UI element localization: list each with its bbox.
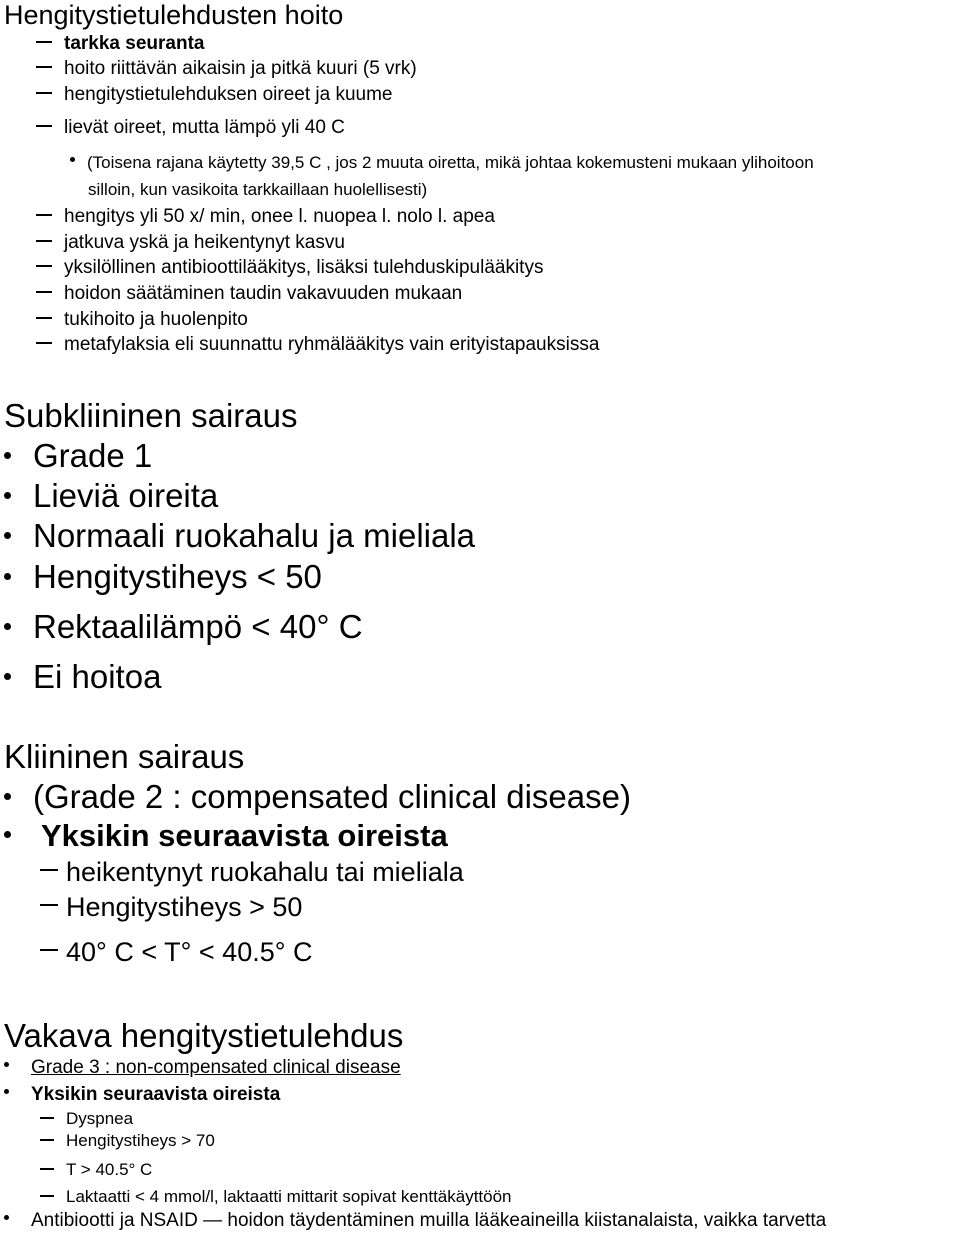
list-item: Hengitystiheys < 50 [4,558,322,596]
dash-icon [36,92,52,94]
dash-icon [40,949,58,951]
sub-item: T > 40.5° C [40,1160,152,1180]
dash-icon [36,342,52,344]
list-item: hoito riittävän aikaisin ja pitkä kuuri (5 vrk) [36,58,417,80]
list-item: hoidon säätäminen taudin vakavuuden mukaan [36,283,462,305]
dash-icon [40,1117,54,1119]
bullet-icon [4,452,11,459]
list-item: Yksikin seuraavista oireista [4,818,448,854]
list-item: tukihoito ja huolenpito [36,309,248,331]
list-item: Yksikin seuraavista oireista [4,1084,280,1106]
dash-icon [40,1195,54,1197]
dash-icon [40,869,58,871]
dash-icon [36,265,52,267]
dash-icon [36,66,52,68]
sub-item: heikentynyt ruokahalu tai mieliala [40,857,464,888]
dash-icon [36,240,52,242]
sub-item: Dyspnea [40,1109,133,1129]
list-item: hengitystietulehduksen oireet ja kuume [36,84,392,106]
bullet-icon [4,1089,9,1094]
list-item: metafylaksia eli suunnattu ryhmälääkitys vain erityistapauksissa [36,334,599,356]
list-item: Antibiootti ja NSAID — hoidon täydentäminen muilla lääkeaineilla kiistanalaista, vaikka tarvetta [4,1210,826,1232]
bullet-icon [4,793,11,800]
section4-title: Vakava hengitystietulehdus [4,1017,404,1054]
bullet-icon [4,623,11,630]
bullet-icon [4,673,11,680]
sub-item: 40° C < T° < 40.5° C [40,937,313,968]
section1-title: Hengitystietulehdusten hoito [4,0,344,30]
dash-icon [36,125,52,127]
bullet-icon [4,532,11,539]
bullet-icon [70,157,75,162]
bullet-icon [4,573,11,580]
note-line: (Toisena rajana käytetty 39,5 C , jos 2 muuta oiretta, mikä johtaa kokemusteni mukaan ylihoitoon [70,153,814,173]
list-item: Rektaalilämpö < 40° C [4,608,363,646]
list-item: Grade 1 [4,437,152,475]
list-item: tarkka seuranta [36,33,204,55]
list-item: Lieviä oireita [4,477,218,515]
sub-item: Hengitystiheys > 70 [40,1131,215,1151]
list-item: lievät oireet, mutta lämpö yli 40 C [36,117,345,139]
list-item: (Grade 2 : compensated clinical disease) [4,778,631,816]
note-line: silloin, kun vasikoita tarkkaillaan huolellisesti) [88,180,428,199]
list-item: Grade 3 : non-compensated clinical disease [4,1057,401,1079]
list-item: jatkuva yskä ja heikentynyt kasvu [36,232,345,254]
bullet-icon [4,1062,9,1067]
dash-icon [36,41,52,43]
dash-icon [36,291,52,293]
sub-item: Hengitystiheys > 50 [40,892,302,923]
bullet-icon [4,492,11,499]
list-item: Ei hoitoa [4,658,161,696]
dash-icon [36,317,52,319]
bullet-icon [4,1215,9,1220]
bullet-icon [4,831,11,838]
dash-icon [40,1139,54,1141]
sub-item: Laktaatti < 4 mmol/l, laktaatti mittarit sopivat kenttäkäyttöön [40,1187,512,1207]
dash-icon [40,904,58,906]
dash-icon [40,1168,54,1170]
list-item: Normaali ruokahalu ja mieliala [4,517,475,555]
dash-icon [36,214,52,216]
section2-title: Subkliininen sairaus [4,397,298,434]
section3-title: Kliininen sairaus [4,738,245,775]
list-item: hengitys yli 50 x/ min, onee l. nuopea l. nolo l. apea [36,206,495,228]
list-item: yksilöllinen antibioottilääkitys, lisäksi tulehduskipulääkitys [36,257,543,279]
